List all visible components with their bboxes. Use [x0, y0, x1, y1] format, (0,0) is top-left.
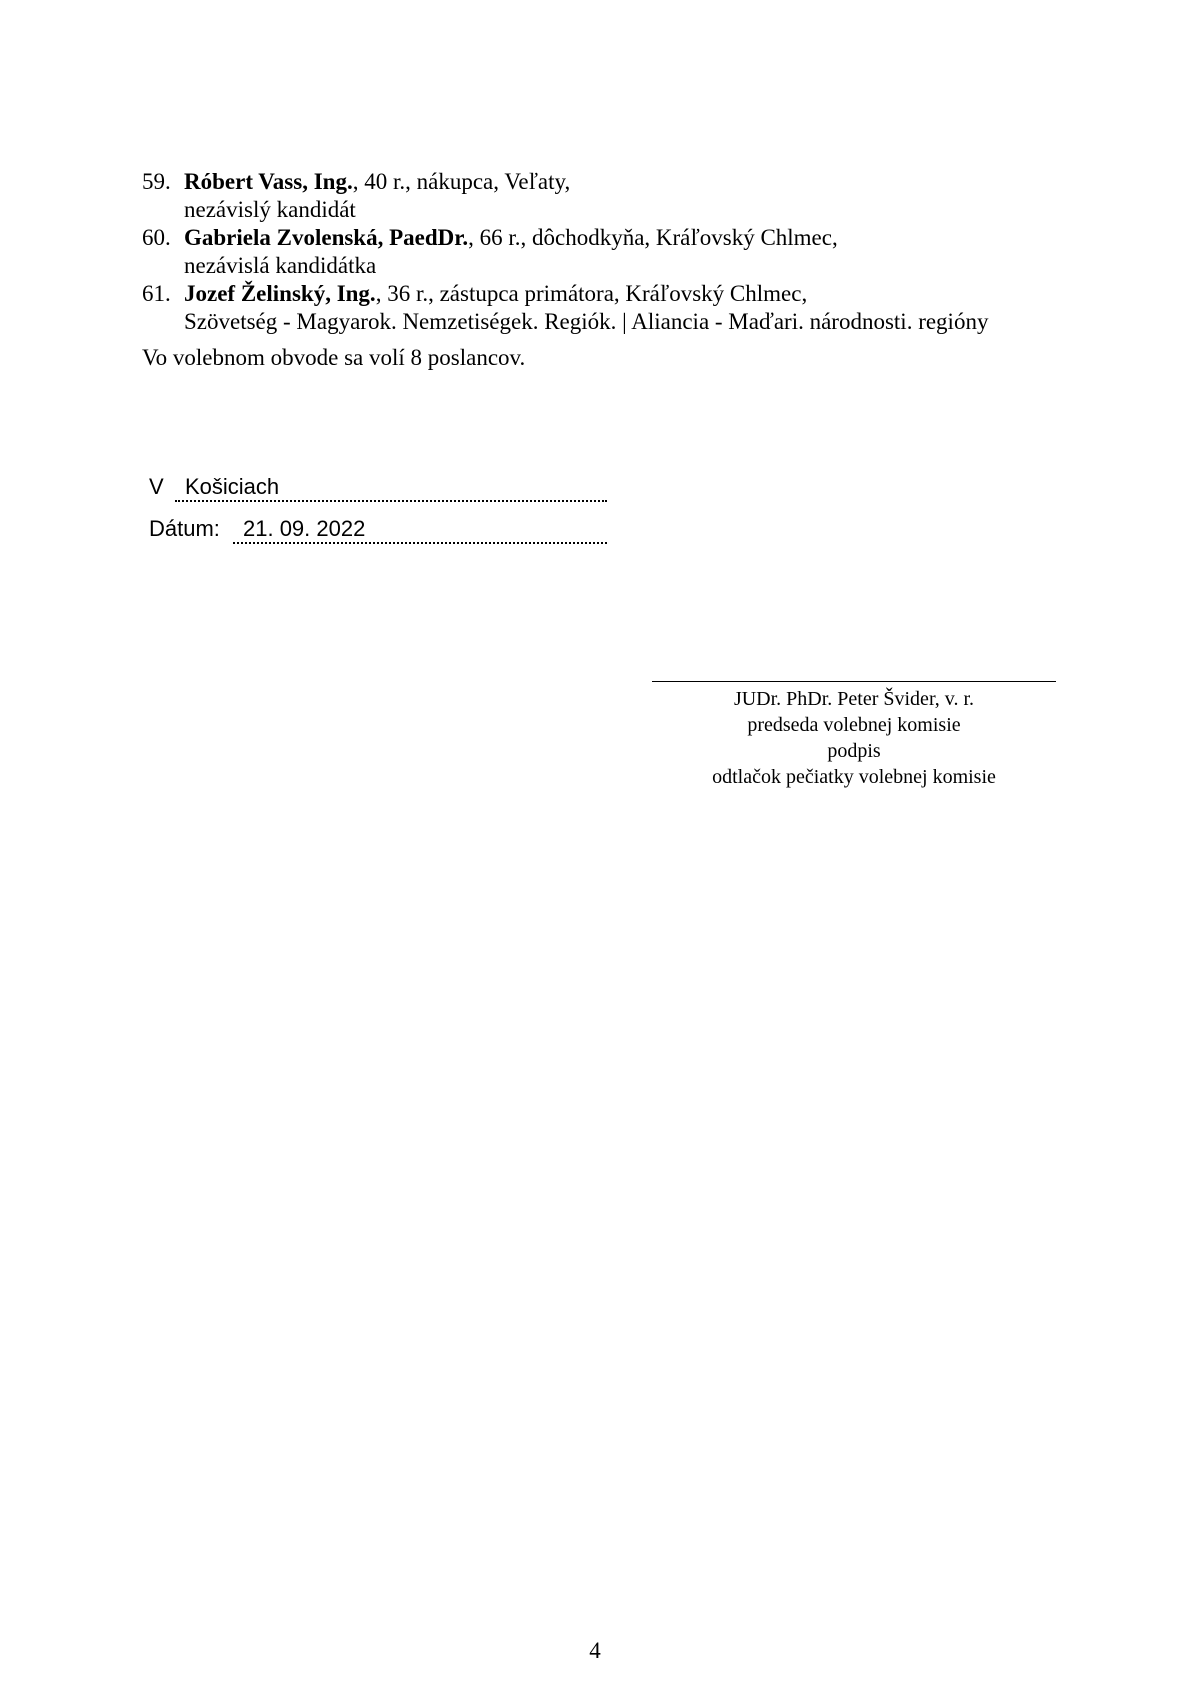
candidate-number: 60. — [142, 225, 171, 250]
candidate-item — [142, 224, 1102, 280]
signature-line — [652, 681, 1056, 682]
date-dotted-line — [233, 512, 607, 544]
date-field — [149, 512, 607, 544]
candidate-details: , 40 r., nákupca, Veľaty, — [352, 169, 571, 194]
signatory-name: JUDr. PhDr. Peter Švider, v. r. — [733, 688, 975, 710]
candidate-affiliation: Szövetség - Magyarok. Nemzetiségek. Regiók. | Aliancia - Maďari. národnosti. regióny — [184, 309, 989, 334]
signatory-role: predseda volebnej komisie — [747, 714, 961, 736]
date-label: Dátum: — [149, 516, 220, 541]
place-dotted-line — [175, 470, 607, 502]
candidate-name: Jozef Želinský, Ing. — [184, 281, 376, 306]
place-value: Košiciach — [185, 474, 280, 499]
signature-block — [652, 681, 1056, 790]
signature-label: podpis — [827, 740, 881, 762]
stamp-label: odtlačok pečiatky volebnej komisie — [712, 766, 996, 788]
deputies-count-text: Vo volebnom obvode sa volí 8 poslancov. — [142, 345, 526, 370]
candidate-number: 61. — [142, 281, 171, 306]
date-value: 21. 09. 2022 — [243, 516, 366, 541]
candidate-list — [142, 168, 1102, 336]
candidate-name: Gabriela Zvolenská, PaedDr. — [184, 225, 469, 250]
candidate-details: , 66 r., dôchodkyňa, Kráľovský Chlmec, — [468, 225, 838, 250]
place-label: V — [149, 474, 164, 499]
place-field — [149, 470, 607, 502]
page-number: 4 — [589, 1638, 601, 1663]
candidate-affiliation: nezávislá kandidátka — [184, 253, 377, 278]
candidate-item — [142, 168, 1102, 224]
candidate-details: , 36 r., zástupca primátora, Kráľovský Chlmec, — [375, 281, 808, 306]
candidate-number: 59. — [142, 169, 171, 194]
candidate-name: Róbert Vass, Ing. — [184, 169, 353, 194]
candidate-item — [142, 280, 1102, 336]
candidate-affiliation: nezávislý kandidát — [184, 197, 356, 222]
